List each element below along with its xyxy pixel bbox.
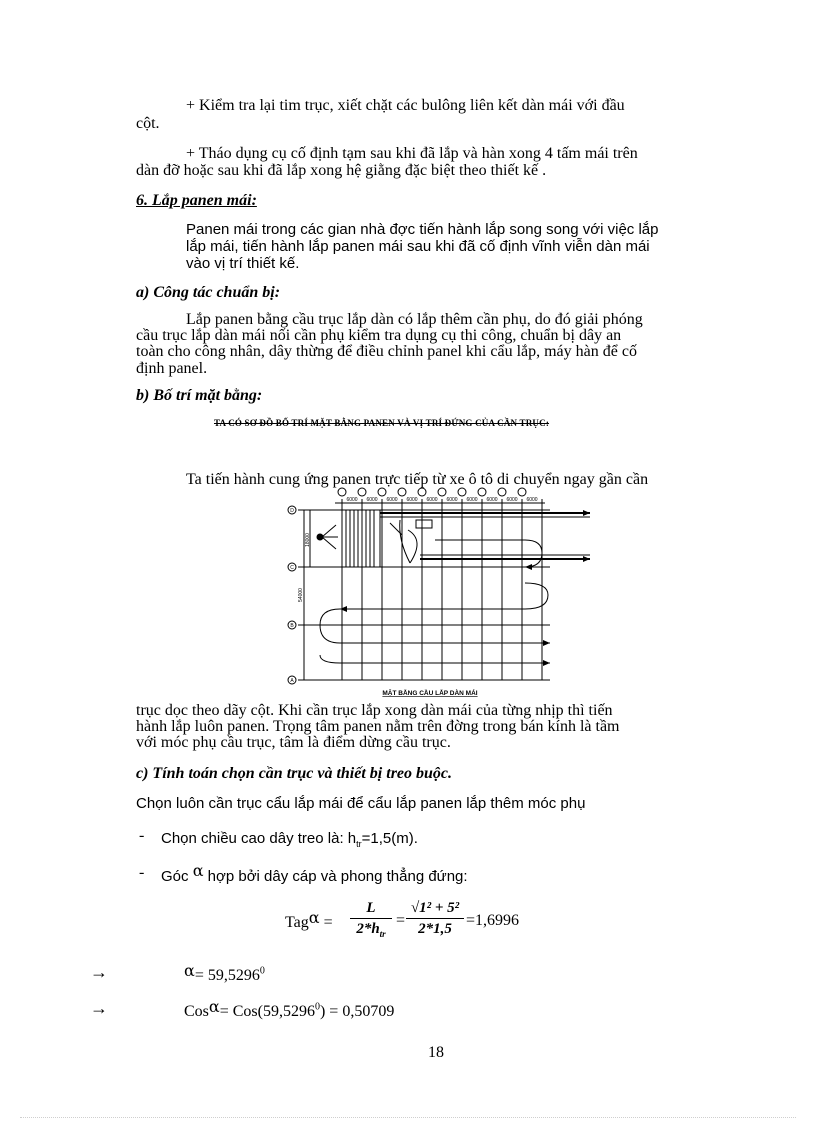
alpha-value: $\alpha= 59,5296^0$ [184, 961, 265, 984]
axis-marker-b: B [290, 623, 294, 629]
text-line: định panel. [136, 360, 208, 377]
bullet-dash: - [139, 864, 145, 881]
section-heading: 6. Lắp panen mái: [136, 192, 257, 209]
top-dim-label: 6000 [366, 497, 378, 503]
text-line: + Kiểm tra lại tim trục, xiết chặt các bulông liên kết dàn mái với đầu [186, 97, 625, 114]
dim-label-54000: 54000 [298, 588, 304, 602]
text-line: trục dọc theo dãy cột. Khi cần trục lắp xong dàn mái của từng nhịp thì tiến [136, 702, 613, 719]
text-line: toàn cho công nhân, dây thừng để điều chỉnh panel khi cẩu lắp, máy hàn để cố [136, 343, 637, 360]
diagram-caption: MẶT BẰNG CẦU LẮP DÀN MÁI [382, 690, 478, 697]
top-dim-label: 6000 [466, 497, 478, 503]
top-dim-label: 6000 [506, 497, 518, 503]
implies-arrow: → [90, 998, 108, 1018]
fraction-2: $\frac{\text{√1² + 5²}}{2*1,5}$ [406, 900, 464, 938]
crane-stop-point [317, 534, 324, 541]
text-line: Panen mái trong các gian nhà đợc tiến hành lắp song song với việc lắp [186, 221, 659, 238]
text-line: hành lắp luôn panen. Trọng tâm panen nằm trên đờng trong bán kính là tầm [136, 718, 620, 735]
text-line: dàn đỡ hoặc sau khi đã lắp xong hệ giằng đặc biệt theo thiết kế . [136, 162, 547, 179]
top-dim-label: 6000 [386, 497, 398, 503]
top-dim-label: 6000 [486, 497, 498, 503]
axis-marker-d: D [290, 508, 294, 514]
subsection-heading: b) Bố trí mặt bằng: [136, 387, 263, 404]
text-line: Chọn luôn cần trục cẩu lắp mái để cẩu lắp panen lắp thêm móc phụ [136, 795, 586, 812]
text-line: vào vị trí thiết kế. [186, 255, 300, 272]
top-dim-label: 6000 [426, 497, 438, 503]
text-line: cột. [136, 115, 160, 132]
formula-tag: Tagα = [285, 908, 333, 931]
text-line: Lắp panen bằng cầu trục lắp dàn có lắp thêm cần phụ, do đó giải phóng [186, 311, 643, 328]
text-line: + Tháo dụng cụ cố định tạm sau khi đã lắp và hàn xong 4 tấm mái trên [186, 145, 638, 162]
text-line: lắp mái, tiến hành lắp panen mái sau khi đã cố định vĩnh viễn dàn mái [186, 238, 650, 255]
implies-arrow: → [90, 962, 108, 982]
page-number: 18 [428, 1044, 444, 1061]
bullet-dash: - [139, 827, 145, 844]
cos-value: $Cos\alpha= Cos(59,5296^0) = 0,50709$ [184, 997, 395, 1020]
fraction-1: L $2*h_{tr}$ [350, 900, 392, 939]
formula-result: =1,6996 [466, 912, 520, 929]
axis-marker-c: C [290, 565, 294, 571]
diagram-caption-heading: TA CÓ SƠ ĐỒ BỐ TRÍ MẶT BẰNG PANEN VÀ VỊ TRÍ ĐỨNG CỦA CẦN TRỤC: [214, 418, 550, 428]
top-dim-label: 6000 [446, 497, 458, 503]
page-bottom-border [20, 1117, 796, 1118]
text-line: cầu trục lắp dàn mái nối cần phụ kiểm tra dụng cụ thi công, chuẩn bị dây an [136, 327, 622, 344]
top-dim-label: 6000 [406, 497, 418, 503]
top-dim-label: 6000 [526, 497, 538, 503]
dim-label-18000: 18000 [305, 533, 311, 547]
subsection-heading: a) Công tác chuẩn bị: [136, 284, 281, 301]
text-line: Ta tiến hành cung ứng panen trực tiếp từ xe ô tô di chuyển ngay gần cần [186, 471, 649, 488]
top-dim-label: 6000 [346, 497, 358, 503]
formula-eq: = [396, 912, 406, 929]
site-plan-diagram [280, 485, 600, 700]
text-line: Góc α hợp bởi dây cáp và phong thẳng đứng: [161, 861, 468, 885]
axis-marker-a: A [290, 678, 294, 684]
text-line: với móc phụ cầu trục, tâm là điểm dừng cầu trục. [136, 734, 451, 751]
text-line: Chọn chiều cao dây treo là: $h_{tr}=1,5(m)$. [161, 830, 418, 849]
subsection-heading: c) Tính toán chọn cần trục và thiết bị treo buộc. [136, 765, 453, 782]
